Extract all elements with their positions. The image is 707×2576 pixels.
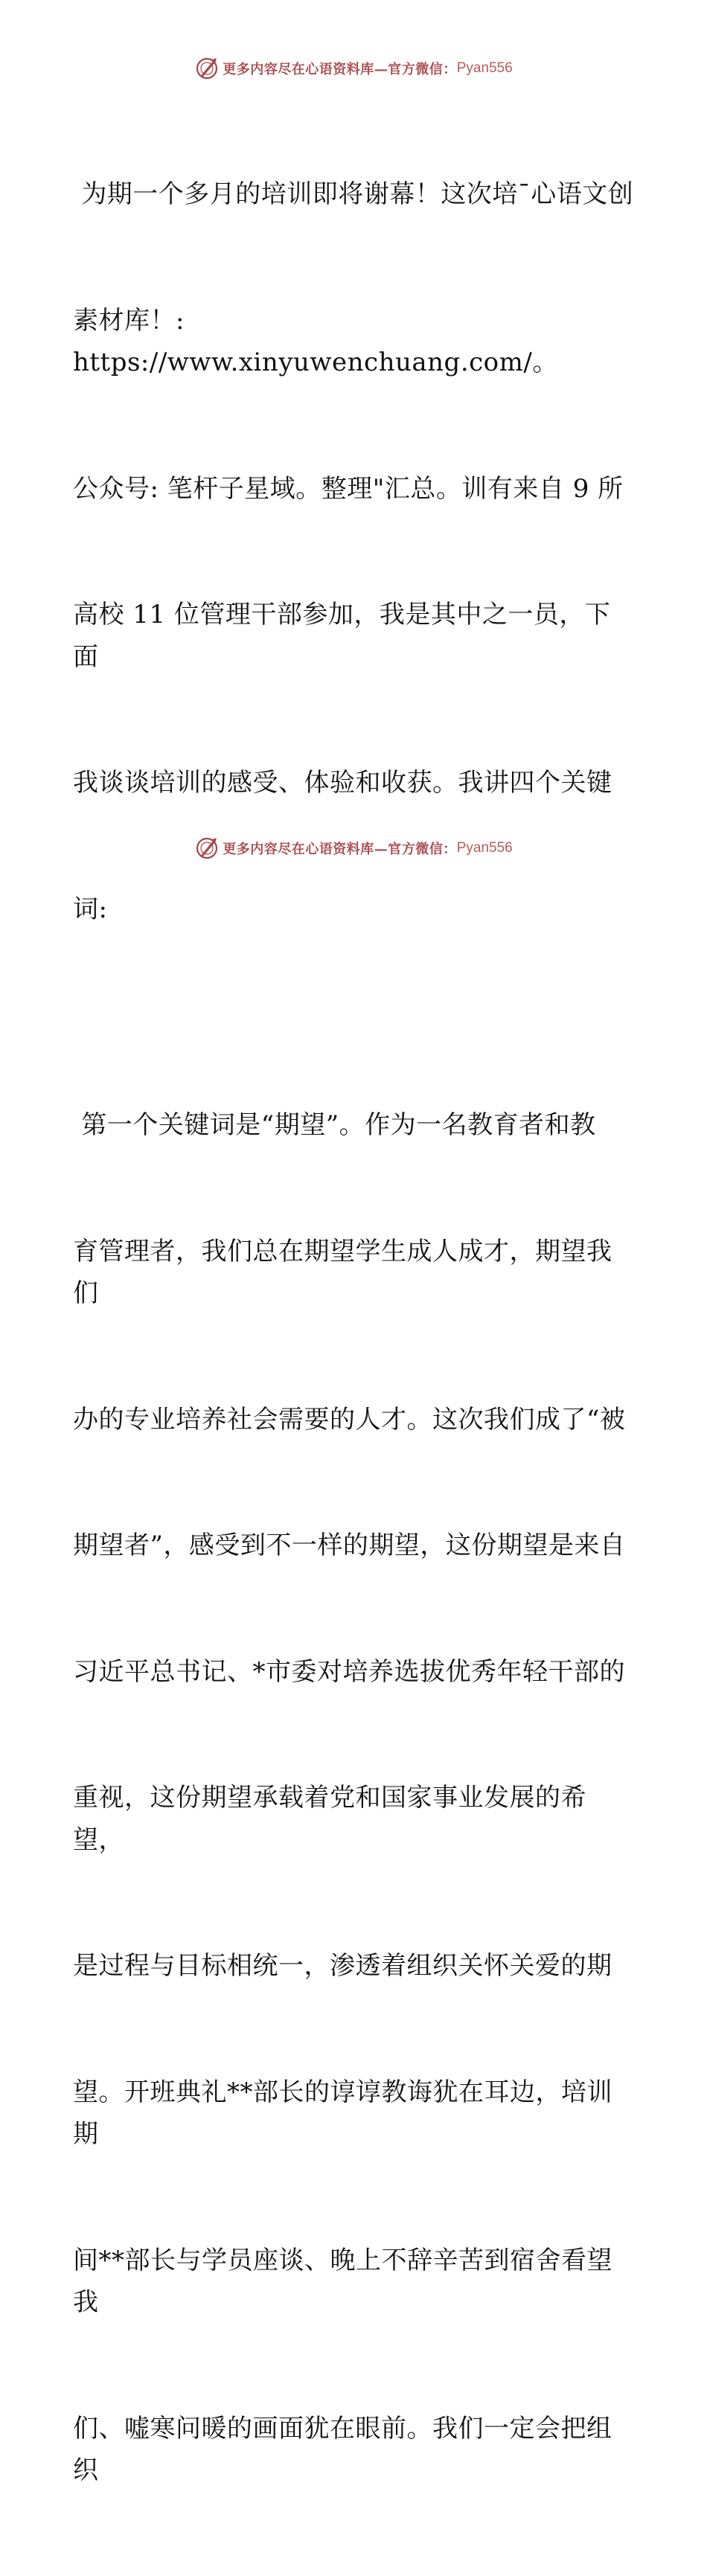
- text-line: 习近平总书记、*市委对培养选拔优秀年轻干部的: [73, 1656, 625, 1687]
- text-line: 们、嘘寒问暖的画面犹在眼前。我们一定会把组织: [73, 2413, 612, 2485]
- text-line: 间**部长与学员座谈、晚上不辞辛苦到宿舍看望我: [73, 2245, 612, 2317]
- text-line: 公众号: 笔杆子星域。整理"汇总。训有来自 9 所: [73, 473, 624, 504]
- header-watermark-banner: [0, 54, 707, 83]
- text-line: 是过程与目标相统一，渗透着组织关怀关爱的期: [73, 1951, 612, 1981]
- text-line: 高校 11 位管理干部参加，我是其中之一员，下面: [73, 600, 611, 672]
- footer-watermark-banner: [0, 833, 707, 863]
- text-line: 育管理者，我们总在期望学生成人成才，期望我们: [73, 1236, 612, 1308]
- header-wechat-id: Pyan556: [456, 60, 513, 76]
- quill-seal-logo-icon: [194, 836, 220, 861]
- text-line: 重视，这份期望承载着党和国家事业发展的希望，: [73, 1783, 586, 1855]
- header-banner-text: 更多内容尽在心语资料库—官方微信：: [223, 62, 457, 77]
- paragraph-intro: [73, 89, 636, 1014]
- text-line: 办的专业培养社会需要的人才。这次我们成了“被: [73, 1404, 626, 1435]
- text-line: 期望者”，感受到不一样的期望，这份期望是来自: [73, 1531, 626, 1560]
- text-line: 第一个关键词是“期望”。作为一名教育者和教: [73, 1110, 596, 1140]
- text-line: 词:: [73, 894, 108, 924]
- text-line: 为期一个多月的培训即将谢幕！这次培¯心语文创: [73, 179, 634, 209]
- footer-banner-text: 更多内容尽在心语资料库—官方微信：: [223, 842, 457, 857]
- paragraph-keyword-expectation: [73, 1020, 636, 2576]
- text-line: 素材库！: https://www.xinyuwenchuang.com/。: [73, 305, 558, 377]
- footer-wechat-id: Pyan556: [456, 840, 513, 856]
- text-line: 我谈谈培训的感受、体验和收获。我讲四个关键: [73, 768, 612, 798]
- text-line: 望。开班典礼**部长的谆谆教诲犹在耳边，培训期: [73, 2077, 612, 2149]
- quill-seal-logo-icon: [194, 56, 220, 81]
- document-body: [73, 89, 636, 2576]
